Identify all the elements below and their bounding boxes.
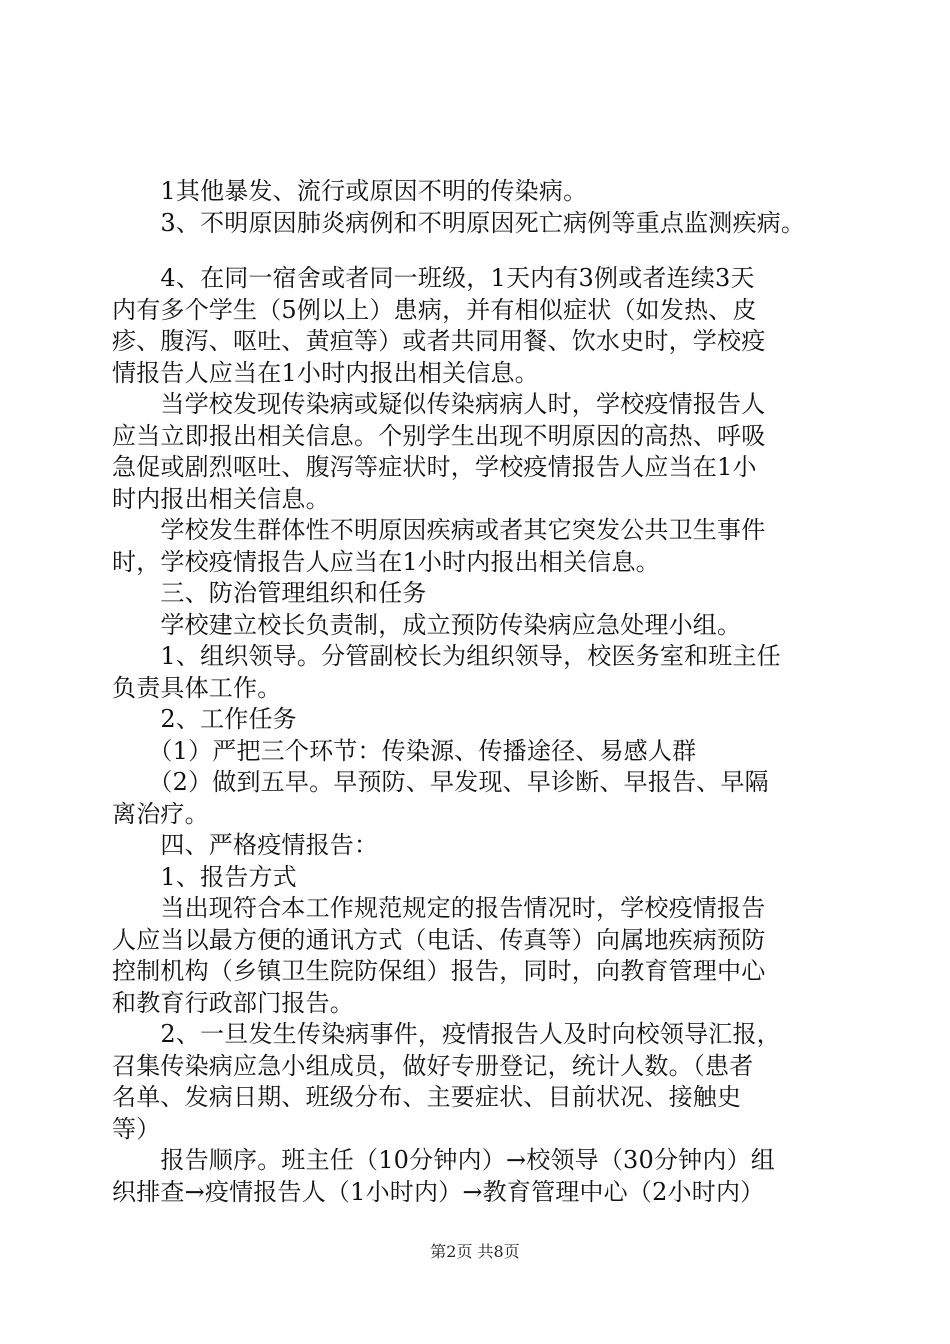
text-line: 3、不明原因肺炎病例和不明原因死亡病例等重点监测疾病。 bbox=[112, 208, 806, 237]
text-line: 时，学校疫情报告人应当在1小时内报出相关信息。 bbox=[112, 547, 660, 576]
text-line: 学校发生群体性不明原因疾病或者其它突发公共卫生事件 bbox=[112, 516, 766, 544]
text-line: 名单、发病日期、班级分布、主要症状、目前状况、接触史 bbox=[112, 1083, 742, 1111]
document-body bbox=[112, 176, 842, 1208]
text-line: 急促或剧烈呕吐、腹泻等症状时，学校疫情报告人应当在1小 bbox=[112, 453, 757, 481]
text-line: 负责具体工作。 bbox=[112, 673, 282, 702]
text-line: 织排查→疫情报告人（1小时内）→教育管理中心（2小时内） bbox=[112, 1177, 765, 1206]
text-line: 2、一旦发生传染病事件，疫情报告人及时向校领导汇报， bbox=[112, 1020, 781, 1048]
text-line: 报告顺序。班主任（10分钟内）→校领导（30分钟内）组 bbox=[112, 1146, 775, 1174]
text-line: 当学校发现传染病或疑似传染病病人时，学校疫情报告人 bbox=[112, 390, 766, 418]
text-line: 等） bbox=[112, 1114, 161, 1143]
text-line: 人应当以最方便的通讯方式（电话、传真等）向属地疾病预防 bbox=[112, 925, 766, 954]
page-number-footer: 第2页 共8页 bbox=[430, 1242, 520, 1261]
text-line: 和教育行政部门报告。 bbox=[112, 988, 354, 1017]
text-line: （2）做到五早。早预防、早发现、早诊断、早报告、早隔 bbox=[112, 768, 769, 796]
text-line: 情报告人应当在1小时内报出相关信息。 bbox=[112, 358, 539, 387]
text-line: 疹、腹泻、呕吐、黄疸等）或者共同用餐、饮水史时，学校疫 bbox=[112, 327, 766, 355]
text-line: 学校建立校长负责制，成立预防传染病应急处理小组。 bbox=[112, 610, 742, 639]
paragraph-gap bbox=[112, 239, 842, 263]
text-line: 时内报出相关信息。 bbox=[112, 484, 330, 513]
text-line: 控制机构（乡镇卫生院防保组）报告，同时，向教育管理中心 bbox=[112, 957, 766, 985]
text-line: 2、工作任务 bbox=[112, 705, 297, 733]
text-line: （1）严把三个环节：传染源、传播途径、易感人群 bbox=[112, 736, 697, 765]
text-line: 召集传染病应急小组成员，做好专册登记，统计人数。（患者 bbox=[112, 1051, 754, 1080]
text-line: 当出现符合本工作规范规定的报告情况时，学校疫情报告 bbox=[112, 894, 766, 922]
text-line: 内有多个学生（5例以上）患病，并有相似症状（如发热、皮 bbox=[112, 295, 757, 324]
text-line: 1、报告方式 bbox=[112, 862, 297, 891]
text-line: 1其他暴发、流行或原因不明的传染病。 bbox=[112, 177, 588, 205]
text-line: 1、组织领导。分管副校长为组织领导，校医务室和班主任 bbox=[112, 642, 781, 670]
text-line: 应当立即报出相关信息。个别学生出现不明原因的高热、呼吸 bbox=[112, 421, 766, 450]
text-line: 离治疗。 bbox=[112, 799, 209, 828]
text-line: 4、在同一宿舍或者同一班级，1天内有3例或者连续3天 bbox=[112, 264, 755, 292]
text-line: 四、严格疫情报告： bbox=[112, 831, 379, 859]
text-line: 三、防治管理组织和任务 bbox=[112, 579, 427, 607]
